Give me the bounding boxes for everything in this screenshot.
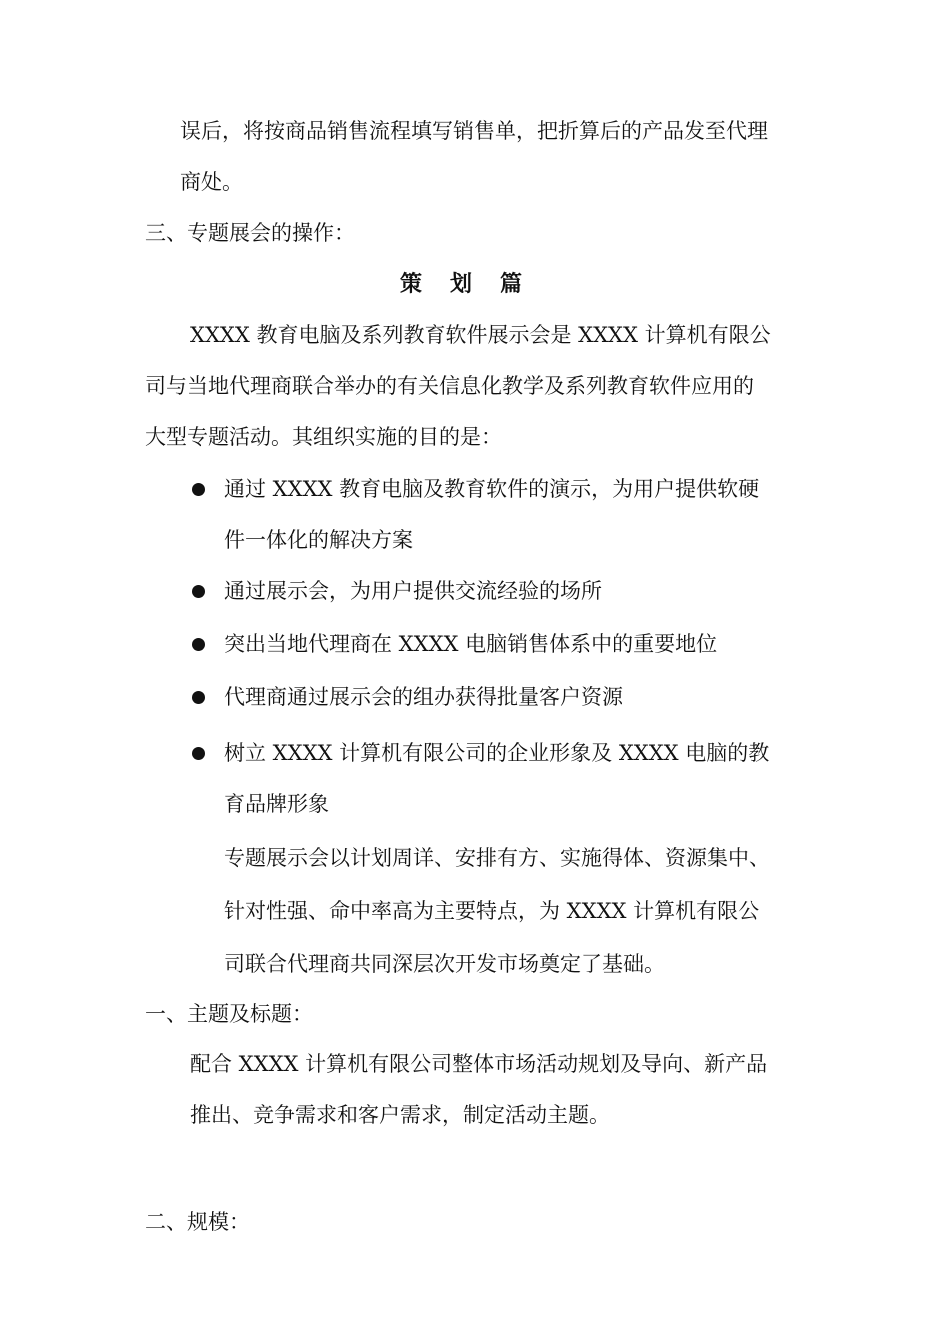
section-1-line-1: 配合 XXXX 计算机有限公司整体市场活动规划及导向、新产品 (190, 1052, 768, 1076)
bullet-5-line-2: 育品牌形象 (224, 792, 329, 816)
paragraph-1-line-1: XXXX 教育电脑及系列教育软件展示会是 XXXX 计算机有限公 (190, 323, 771, 347)
bullet-dot-icon (192, 638, 205, 651)
paragraph-1-line-2: 司与当地代理商联合举办的有关信息化教学及系列教育软件应用的 (145, 374, 754, 398)
summary-line-1: 专题展示会以计划周详、安排有方、实施得体、资源集中、 (224, 846, 770, 870)
bullet-3-line-1: 突出当地代理商在 XXXX 电脑销售体系中的重要地位 (224, 632, 718, 656)
section-3-heading: 三、专题展会的操作： (145, 221, 355, 245)
paragraph-1-line-3: 大型专题活动。其组织实施的目的是： (145, 425, 502, 449)
intro-line-2: 商处。 (180, 170, 243, 194)
bullet-2-line-1: 通过展示会，为用户提供交流经验的场所 (224, 579, 602, 603)
section-1-heading: 一、主题及标题： (145, 1002, 313, 1026)
section-1-line-2: 推出、竞争需求和客户需求，制定活动主题。 (190, 1103, 610, 1127)
bullet-5-line-1: 树立 XXXX 计算机有限公司的企业形象及 XXXX 电脑的教 (224, 741, 770, 765)
bullet-dot-icon (192, 747, 205, 760)
bullet-1-line-2: 件一体化的解决方案 (224, 528, 413, 552)
intro-line-1: 误后，将按商品销售流程填写销售单，把折算后的产品发至代理 (180, 119, 768, 143)
section-2-heading: 二、规模： (145, 1210, 250, 1234)
bullet-4-line-1: 代理商通过展示会的组办获得批量客户资源 (224, 685, 623, 709)
bullet-dot-icon (192, 585, 205, 598)
page-title: 策划篇 (399, 271, 550, 297)
summary-line-2: 针对性强、命中率高为主要特点，为 XXXX 计算机有限公 (224, 899, 760, 923)
bullet-dot-icon (192, 691, 205, 704)
bullet-1-line-1: 通过 XXXX 教育电脑及教育软件的演示，为用户提供软硬 (224, 477, 760, 501)
bullet-dot-icon (192, 483, 205, 496)
summary-line-3: 司联合代理商共同深层次开发市场奠定了基础。 (224, 952, 665, 976)
